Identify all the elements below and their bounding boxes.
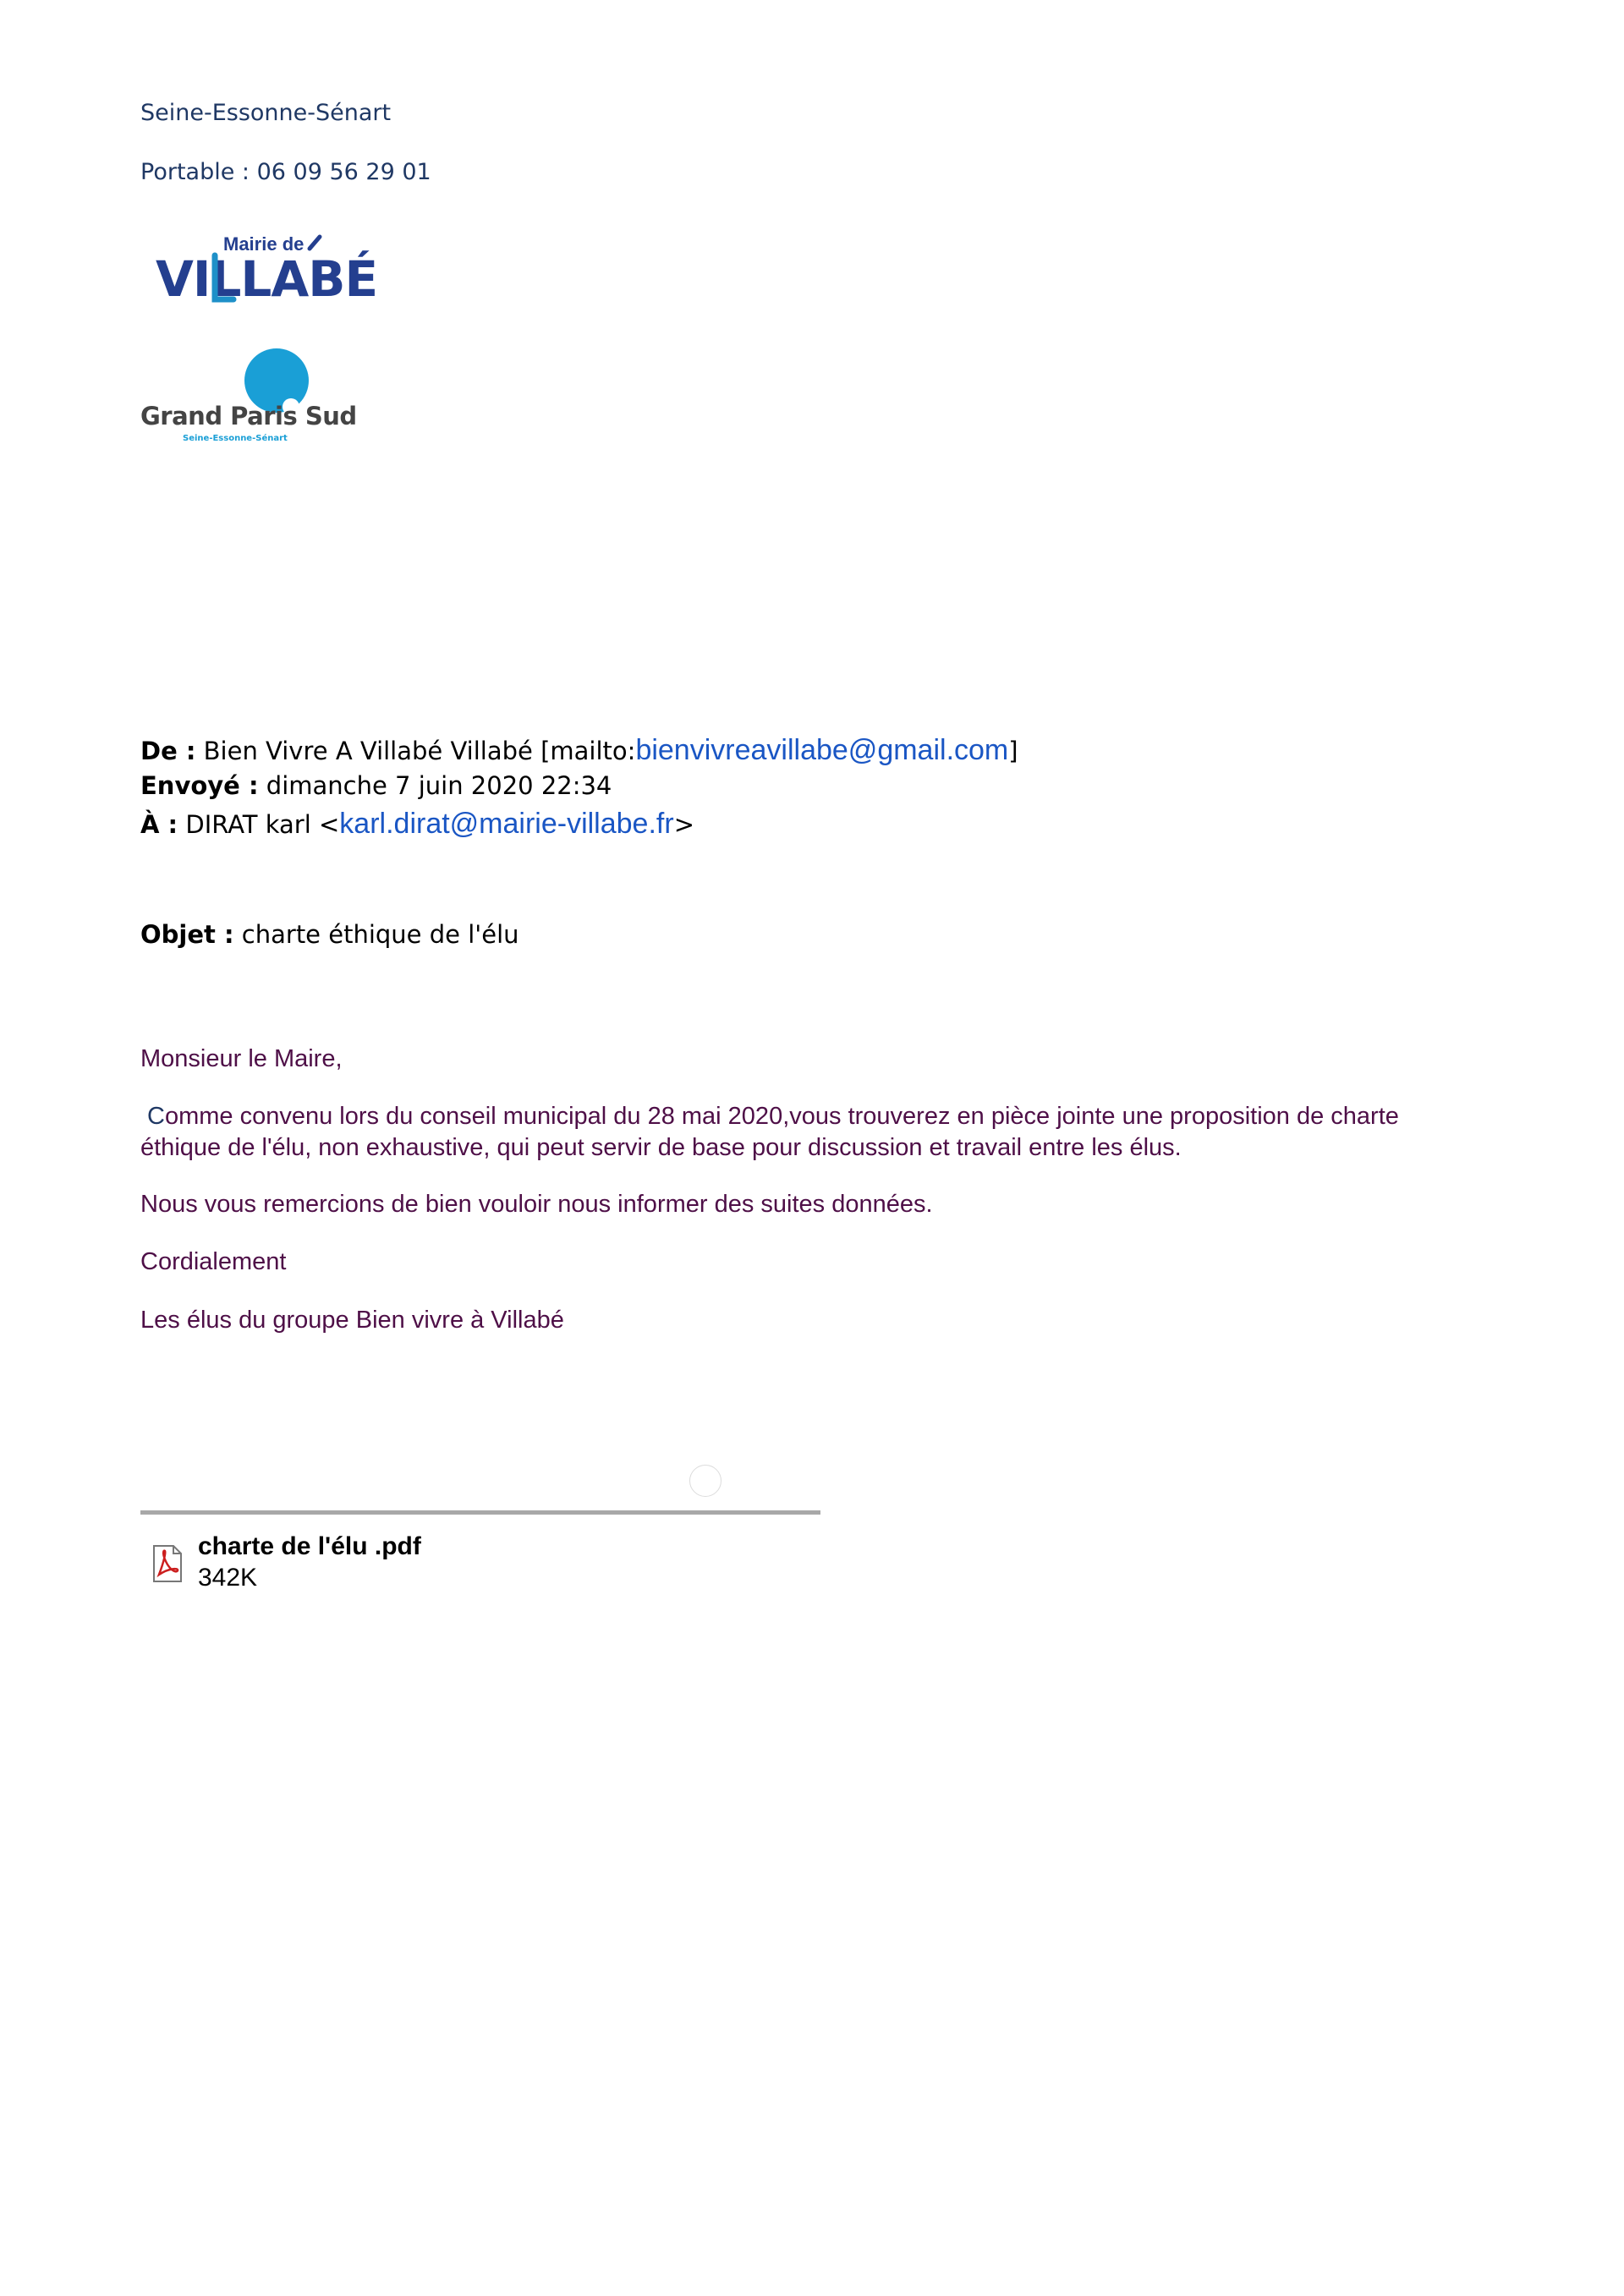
header-to [140,808,694,841]
message-greeting: Monsieur le Maire, [140,1045,343,1072]
to-email-link[interactable]: karl.dirat@mairie-villabe.fr [339,808,674,840]
message-closing: Cordialement [140,1248,287,1275]
villabe-logo [140,222,378,310]
signature-region: Seine-Essonne-Sénart [140,100,392,126]
message-signature: Les élus du groupe Bien vivre à Villabé [140,1307,564,1334]
message-paragraph-1 [140,1101,1460,1164]
villabe-logo-small-text: Mairie de [223,233,304,255]
phone-label: Portable : [140,159,257,185]
sent-value: dimanche 7 juin 2020 22:34 [266,771,612,800]
faint-circle-mark [689,1465,721,1497]
header-from [140,734,1018,767]
to-name: DIRAT karl < [185,810,340,839]
attachment-size: 342K [198,1564,258,1592]
to-end: > [673,810,694,839]
from-label: De : [140,737,196,765]
attachment-filename[interactable]: charte de l'élu .pdf [198,1532,421,1560]
gps-title: Grand Paris Sud [140,402,357,430]
header-subject [140,920,519,949]
header-sent [140,771,612,800]
villabe-logo-main-text: VILLABÉ [156,250,378,308]
pdf-file-icon[interactable] [151,1544,184,1583]
paragraph-1-first-char: C [147,1103,165,1130]
grand-paris-sud-logo [139,345,357,451]
paragraph-1-text: omme convenu lors du conseil municipal du 28 mai 2020,vous trouverez en pièce jointe une proposition de charte éthique de l'élu, non exhaustive, qui peut servir de base pour discussion et travail entre les élus. [140,1103,1399,1161]
subject-label: Objet : [140,920,234,949]
message-paragraph-2: Nous vous remercions de bien vouloir nous informer des suites données. [140,1191,933,1218]
villabe-accent-stroke [310,237,320,249]
subject-value: charte éthique de l'élu [241,920,519,949]
from-email-link[interactable]: bienvivreavillabe@gmail.com [635,734,1009,766]
signature-phone [140,159,431,185]
attachment-divider [140,1510,820,1515]
gps-subtitle: Seine-Essonne-Sénart [183,434,288,443]
sent-label: Envoyé : [140,771,259,800]
to-label: À : [140,810,178,839]
from-name: Bien Vivre A Villabé Villabé [mailto: [203,737,636,765]
from-end: ] [1008,737,1018,765]
phone-number: 06 09 56 29 01 [256,159,431,185]
